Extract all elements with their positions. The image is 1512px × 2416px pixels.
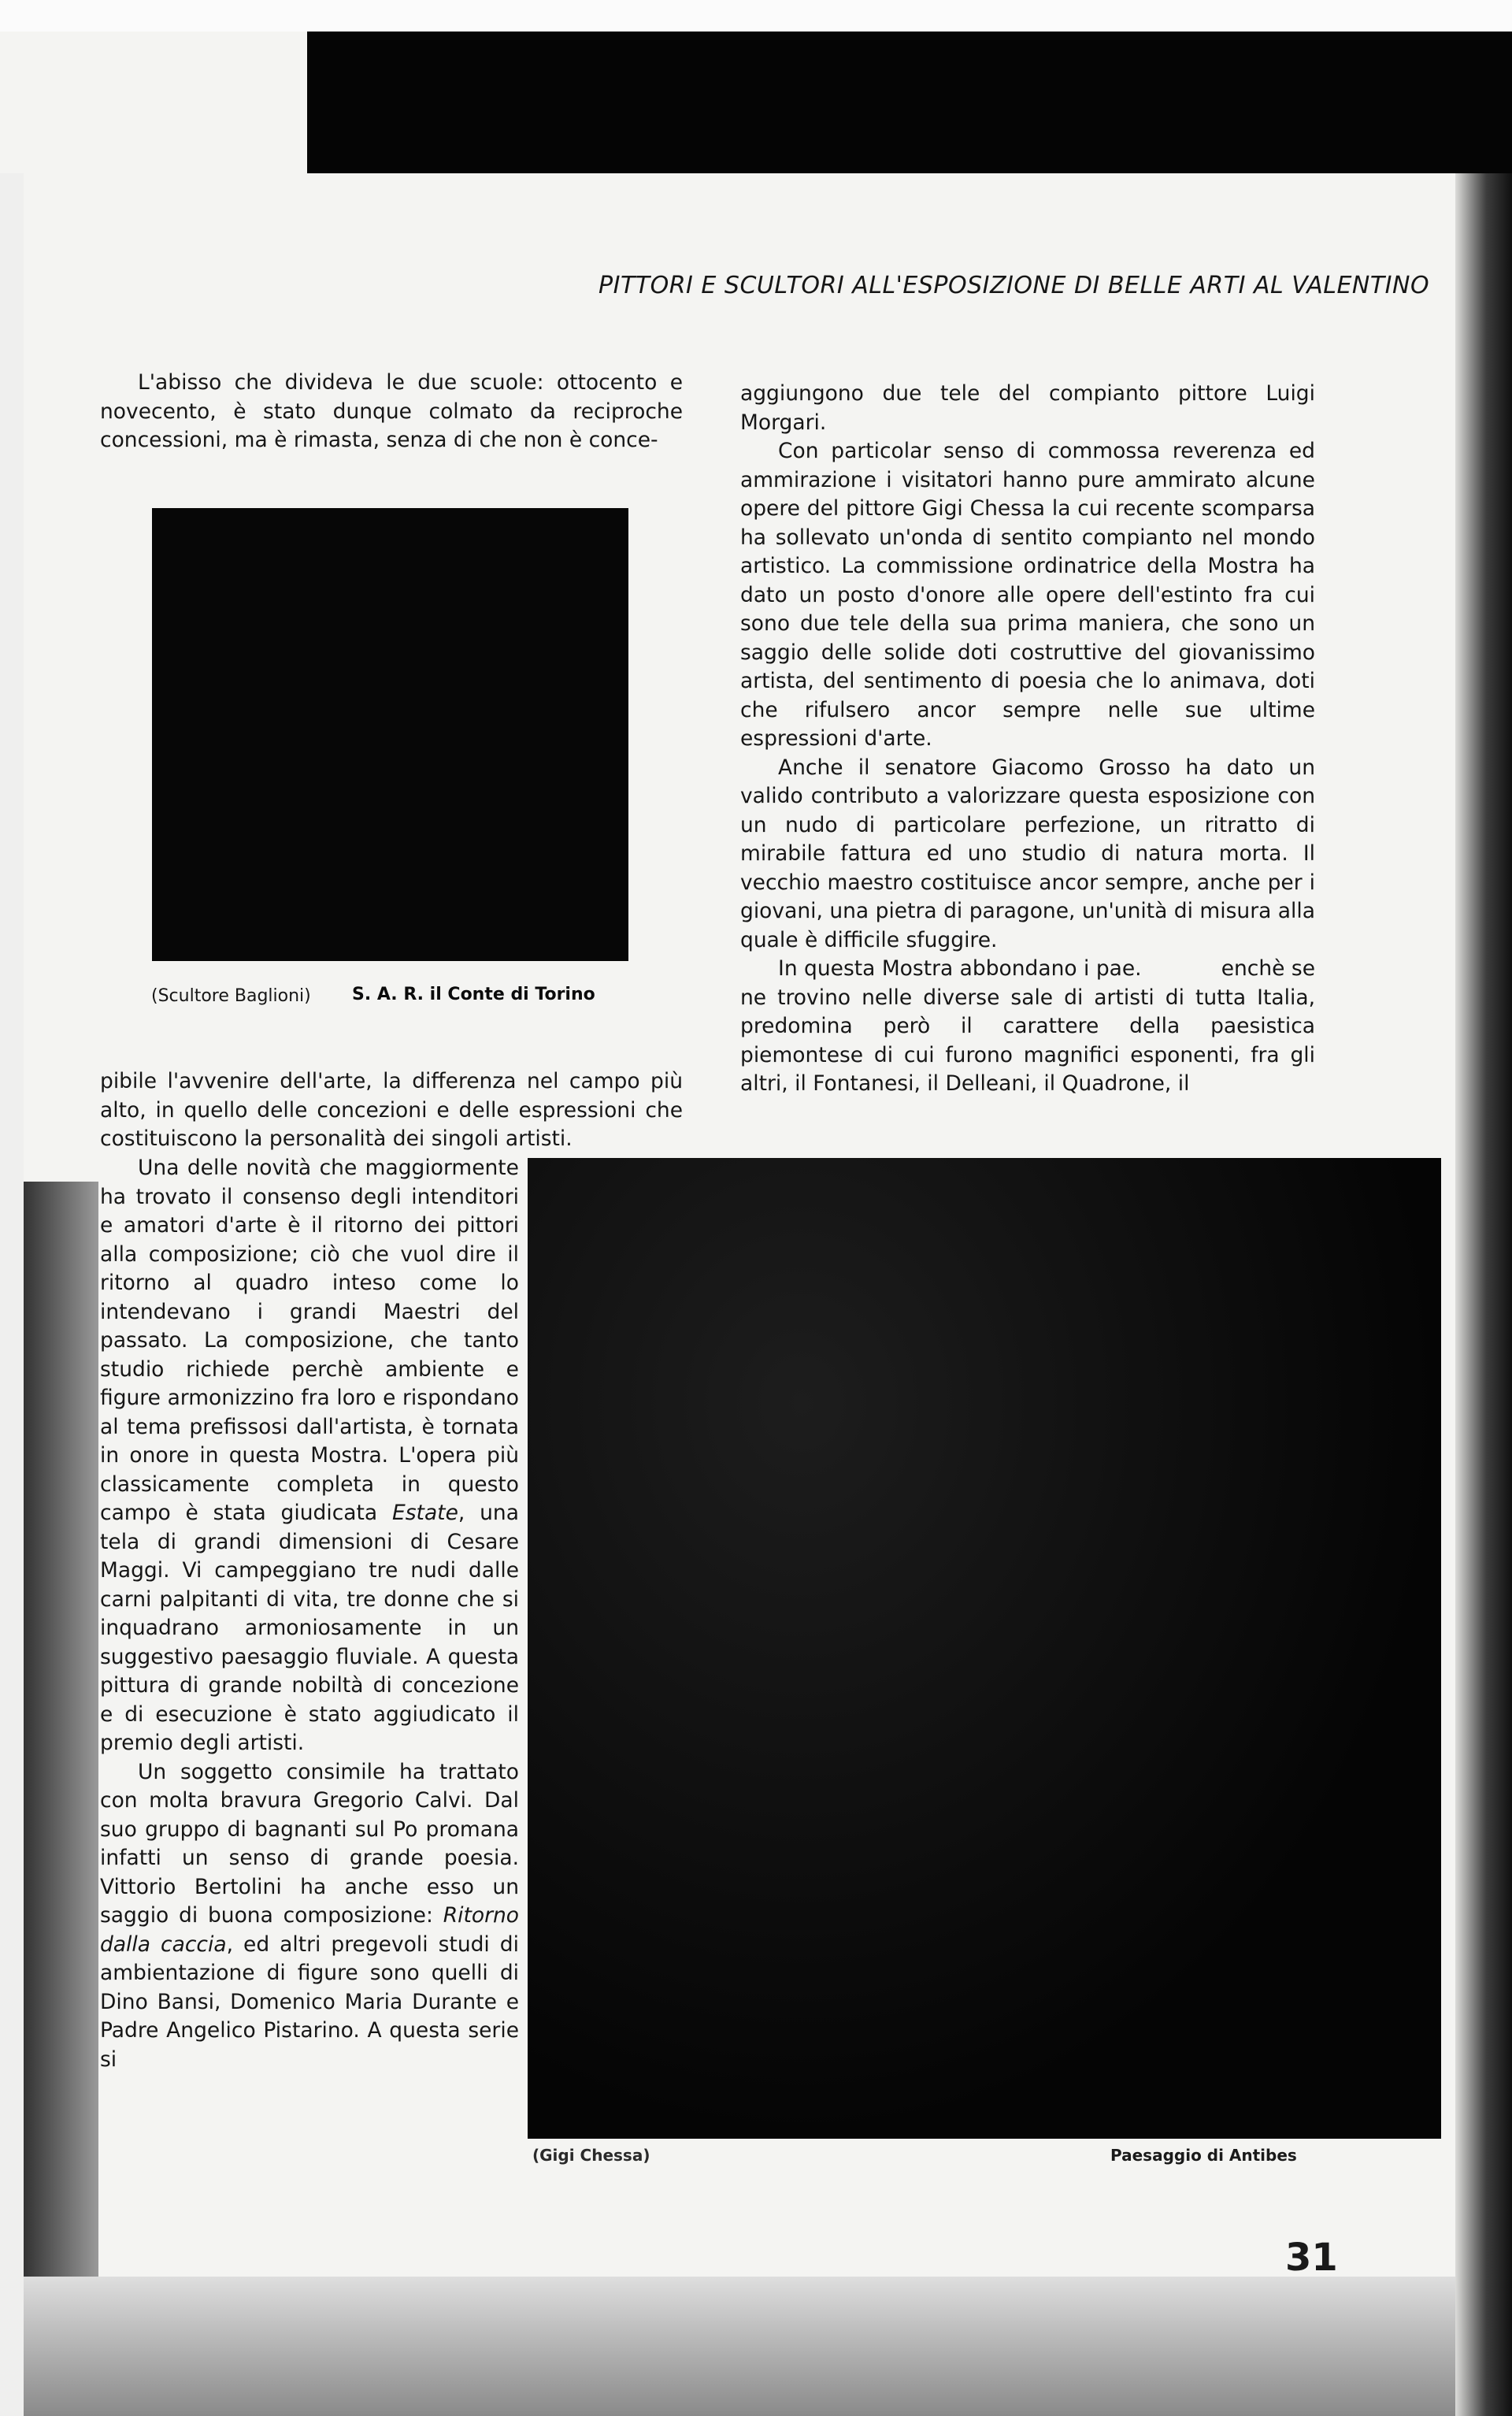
- scan-left-margin: [0, 173, 24, 2416]
- artwork-title-ritorno: Ritorno dalla caccia: [100, 1903, 519, 1957]
- right-paragraph-chessa: Con particolar senso di commossa reverenza ed ammirazione i visitatori hanno pure ammirato alcune opere del pittore Gigi Chessa la cui recente scomparsa ha sollevato un'onda di sentito compianto nel mondo artistico. La commissione ordinatrice della Mostra ha dato un posto d'onore alle opere dell'estinto fra cui sono due tele della sua prima maniera, che sono un saggio delle solide doti costruttive del giovanissimo artista, del sentimento di poesia che lo animava, doti che rifulsero ancor sempre nelle sue ultime espressioni d'arte.: [740, 439, 1315, 751]
- figure2-title-caption: Paesaggio di Antibes: [1110, 2146, 1297, 2165]
- paragraph-composition: Una delle novità che maggiormente ha trovato il consenso degli intenditori e amatori d'arte è il ritorno dei pittori alla composizione; ciò che vuol dire il ritorno al quadro inteso come lo intendevano i grandi Maestri del passato. La composizione, che tanto studio richiede perchè ambiente e figure armonizzino fra loro e rispondano al tema prefissosi dall'artista, è tornata in onore in questa Mostra. L'opera più classicamente completa in questo campo è stata giudicata Estate, una tela di grandi dimensioni di Cesare Maggi. Vi campeggiano tre nudi dalle carni palpitanti di vita, tre donne che si inquadrano armoniosamente in un suggestivo paesaggio fluviale. A questa pittura di grande nobiltà di concezione e di esecuzione è stato aggiudicato il premio degli artisti.: [100, 1156, 519, 1755]
- right-paragraph-paesaggi: In questa Mostra abbondano i pae. enchè se ne trovino nelle diverse sale di artisti di tutta Italia, predomina però il carattere della paesistica piemontese di cui furono magnifici esponenti, fra gli altri, il Fontanesi, il Delleani, il Quadrone, il: [740, 956, 1316, 1096]
- figure1-title-caption: S. A. R. il Conte di Torino: [352, 985, 595, 1004]
- right-paragraph-morgari: aggiungono due tele del compianto pittore Luigi Morgari.: [740, 381, 1315, 435]
- scan-left-shadow: [24, 1182, 98, 2277]
- figure1-author-caption: (Scultore Baglioni): [151, 986, 311, 1006]
- left-top-paragraph: L'abisso che divideva le due scuole: ottocento e novecento, è stato dunque colmato da reciproche concessioni, ma è rimasta, senza di che non è conce-: [100, 370, 683, 452]
- paragraph-calvi: Un soggetto consimile ha trattato con molta bravura Gregorio Calvi. Dal suo gruppo di bagnanti sul Po promana infatti un senso di grande poesia. Vittorio Bertolini ha anche esso un saggio di buona composizione: Ritorno dalla caccia, ed altri pregevoli studi di ambientazione di figure sono quelli di Dino Bansi, Domenico Maria Durante e Padre Angelico Pistarino. A questa serie si: [100, 1759, 519, 2072]
- page-number: 31: [1285, 2236, 1338, 2280]
- right-column-top: [740, 380, 1315, 1099]
- painting-photo: [528, 1158, 1441, 2139]
- left-column-narrow: [100, 1154, 519, 2074]
- left-column-mid: [100, 1067, 683, 1154]
- scan-top-dark-band: [307, 32, 1512, 173]
- page-header: PITTORI E SCULTORI ALL'ESPOSIZIONE DI BELLE ARTI AL VALENTINO: [598, 272, 1430, 299]
- figure2-author-caption: (Gigi Chessa): [532, 2146, 650, 2165]
- right-paragraph-grosso: Anche il senatore Giacomo Grosso ha dato un valido contributo a valorizzare questa esposizione con un nudo di particolare perfezione, un ritratto di mirabile fattura ed uno studio di natura morta. Il vecchio maestro costituisce ancor sempre, anche per i giovani, una pietra di paragone, un'unità di misura alla quale è difficile sfuggire.: [740, 755, 1315, 952]
- sculpture-photo: [152, 508, 628, 961]
- scan-right-shadow: [1455, 173, 1512, 2416]
- left-mid-paragraph: pibile l'avvenire dell'arte, la differenza nel campo più alto, in quello delle concezioni e delle espressioni che costituiscono la personalità dei singoli artisti.: [100, 1069, 683, 1151]
- scan-top-margin: [0, 0, 1512, 32]
- scan-bottom-shadow: [24, 2277, 1455, 2416]
- left-column-top: [100, 369, 683, 455]
- artwork-title-estate: Estate: [392, 1501, 458, 1525]
